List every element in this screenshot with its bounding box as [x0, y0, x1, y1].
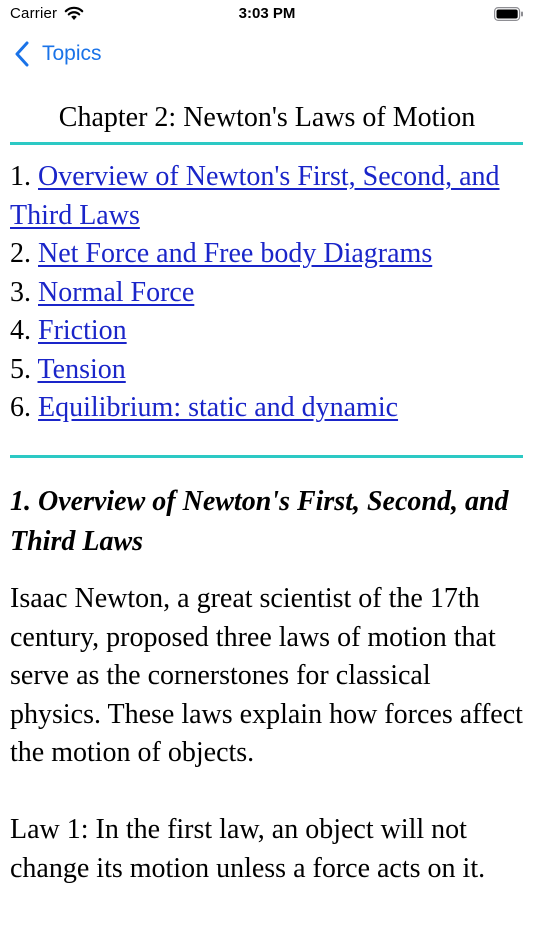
- chevron-left-icon: [14, 41, 30, 67]
- toc-link-tension[interactable]: Tension: [37, 353, 126, 385]
- navigation-bar: [0, 30, 534, 80]
- toc-number: 1.: [10, 161, 38, 192]
- divider-top: [10, 142, 523, 145]
- toc-link-overview[interactable]: Overview of Newton's First, Second, and Third Laws: [10, 161, 500, 231]
- battery-icon: [494, 7, 524, 21]
- back-label: Topics: [42, 42, 102, 65]
- toc-link-net-force[interactable]: Net Force and Free body Diagrams: [38, 238, 433, 269]
- toc-item: [10, 351, 525, 390]
- toc-number: 4.: [10, 315, 38, 346]
- divider-bottom: [10, 455, 523, 458]
- toc-number: 6.: [10, 392, 38, 423]
- section-heading: 1. Overview of Newton's First, Second, and Third Laws: [10, 486, 509, 557]
- toc-item: [10, 312, 525, 351]
- carrier-label: Carrier: [10, 5, 58, 22]
- back-button[interactable]: [14, 39, 102, 69]
- toc-link-friction[interactable]: Friction: [38, 315, 127, 346]
- paragraph-law-1: Law 1: In the first law, an object will not change its motion unless a force acts on it.: [10, 814, 486, 884]
- toc-number: 3.: [10, 276, 38, 308]
- status-time: 3:03 PM: [238, 5, 296, 22]
- toc-item: [10, 389, 525, 428]
- toc-item: [10, 235, 525, 274]
- paragraph-intro: Isaac Newton, a great scientist of the 17th century, proposed three laws of motion that serve as the cornerstones for classical physics. These laws explain how forces affect the motion of objects.: [10, 583, 523, 768]
- status-bar: [0, 0, 534, 30]
- table-of-contents: [10, 158, 525, 428]
- toc-item: [10, 158, 525, 235]
- toc-number: 2.: [10, 238, 38, 269]
- chapter-title: Chapter 2: Newton's Laws of Motion: [58, 102, 476, 133]
- toc-item: [10, 274, 525, 313]
- toc-link-normal-force[interactable]: Normal Force: [38, 276, 195, 308]
- toc-link-equilibrium[interactable]: Equilibrium: static and dynamic: [38, 392, 399, 423]
- toc-number: 5.: [10, 353, 38, 385]
